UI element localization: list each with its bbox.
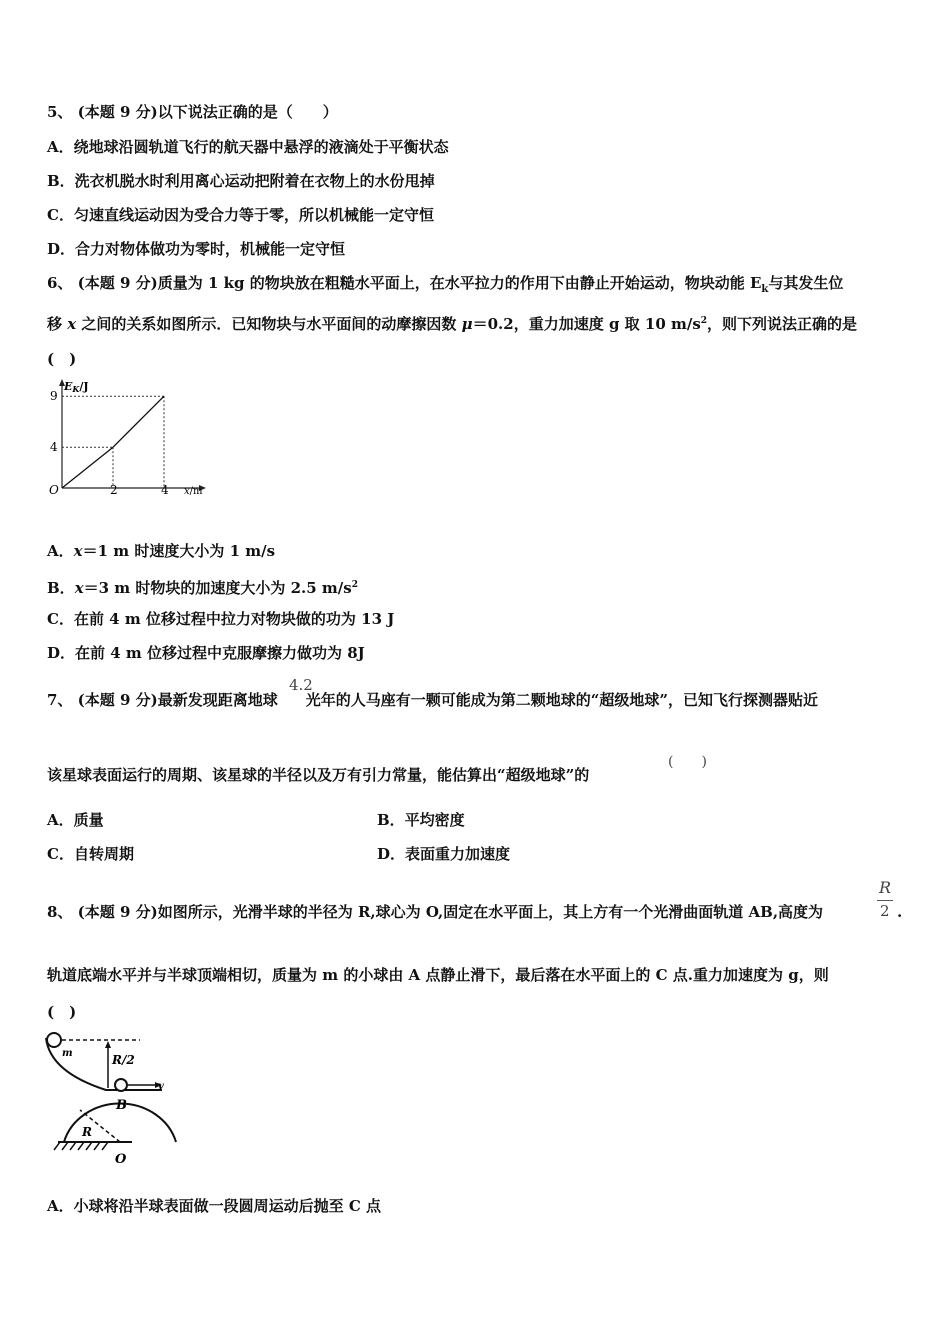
- q6-ek-x-graph: [44, 378, 214, 503]
- q7-option-d: D．表面重力加速度: [377, 845, 511, 863]
- x-tick-label-2: 2: [110, 483, 118, 497]
- y-tick-label-4: 4: [50, 440, 58, 455]
- curved-track: [46, 1038, 162, 1090]
- q7-stem-line2: 该星球表面运行的周期、该星球的半径以及万有引力常量，能估算出“超级地球”的: [47, 766, 590, 784]
- q6-stem-line1: 6、 (本题 9 分)质量为 1 kg 的物块放在粗糙水平面上，在水平拉力的作用下由静止开始运动，物块动能 $E_k$与其发生位: [47, 274, 844, 295]
- velocity-label: v: [158, 1081, 164, 1092]
- q8-hemisphere-figure: [42, 1032, 192, 1167]
- radius-label: R: [82, 1125, 92, 1139]
- series-segment-0: [62, 447, 113, 488]
- ground-hatching: [54, 1142, 108, 1150]
- series-segment-1: [113, 396, 164, 447]
- q7-answer-paren: ( ): [668, 754, 707, 770]
- ball-a: [47, 1033, 61, 1047]
- q7-option-c: C．自转周期: [47, 845, 134, 863]
- q8-stem-period: .: [897, 903, 903, 921]
- q8-stem-line2: 轨道底端水平并与半球顶端相切，质量为 m 的小球由 A 点静止滑下，最后落在水平面上的 C 点.重力加速度为 g，则: [47, 966, 829, 984]
- x-axis-label: x/m: [184, 486, 203, 497]
- center-o-label: O: [115, 1152, 127, 1167]
- q6-option-a: A．x＝1 m 时速度大小为 1 m/s: [47, 542, 276, 560]
- ball-b: [115, 1079, 127, 1091]
- q8-fraction-denominator: 2: [880, 902, 890, 920]
- q5-option-b: B．洗衣机脱水时利用离心运动把附着在衣物上的水份甩掉: [47, 172, 435, 190]
- q8-stem-line1: 8、 (本题 9 分)如图所示，光滑半球的半径为 R,球心为 O,固定在水平面上，其上方有一个光滑曲面轨道 AB,高度为: [47, 903, 824, 921]
- point-b-label: B: [116, 1098, 127, 1113]
- half-radius-label: R/2: [112, 1053, 135, 1067]
- q5-option-a: A．绕地球沿圆轨道飞行的航天器中悬浮的液滴处于平衡状态: [47, 138, 449, 156]
- x-tick-label-4: 4: [161, 483, 169, 497]
- q6-stem-line3: ( ): [47, 350, 77, 368]
- q6-option-b: B．x＝3 m 时物块的加速度大小为 2.5 $m/s^2$: [47, 579, 358, 597]
- q6-option-c: C．在前 4 m 位移过程中拉力对物块做的功为 13 J: [47, 610, 395, 628]
- q7-option-b: B．平均密度: [377, 811, 465, 829]
- origin-label: O: [49, 483, 59, 497]
- q6-stem-line2: 移 x 之间的关系如图所示．已知物块与水平面间的动摩擦因数 μ＝0.2，重力加速度 g 取 10 $m/s^2$，则下列说法正确的是: [47, 315, 858, 333]
- q5-stem: 5、 (本题 9 分)以下说法正确的是（ ）: [47, 103, 338, 121]
- q8-fraction-bar: [877, 900, 893, 901]
- q7-distance-number: 4.2: [289, 676, 313, 694]
- q5-option-c: C．匀速直线运动因为受合力等于零，所以机械能一定守恒: [47, 206, 434, 224]
- q5-option-d: D．合力对物体做功为零时，机械能一定守恒: [47, 240, 346, 258]
- q8-fraction-numerator: R: [879, 878, 892, 897]
- q8-option-a: A．小球将沿半球表面做一段圆周运动后抛至 C 点: [47, 1197, 382, 1215]
- height-arrow-head-top: [105, 1041, 111, 1048]
- y-axis-label: EK/J: [64, 380, 89, 394]
- q6-option-d: D．在前 4 m 位移过程中克服摩擦力做功为 8J: [47, 644, 365, 662]
- y-tick-label-9: 9: [50, 389, 58, 404]
- q7-option-a: A．质量: [47, 811, 104, 829]
- q7-stem-line1: 7、 (本题 9 分)最新发现距离地球 光年的人马座有一颗可能成为第二颗地球的“超级地球”，已知飞行探测器贴近: [47, 691, 819, 709]
- q8-stem-line3: ( ): [47, 1003, 77, 1021]
- mass-label: m: [62, 1048, 73, 1059]
